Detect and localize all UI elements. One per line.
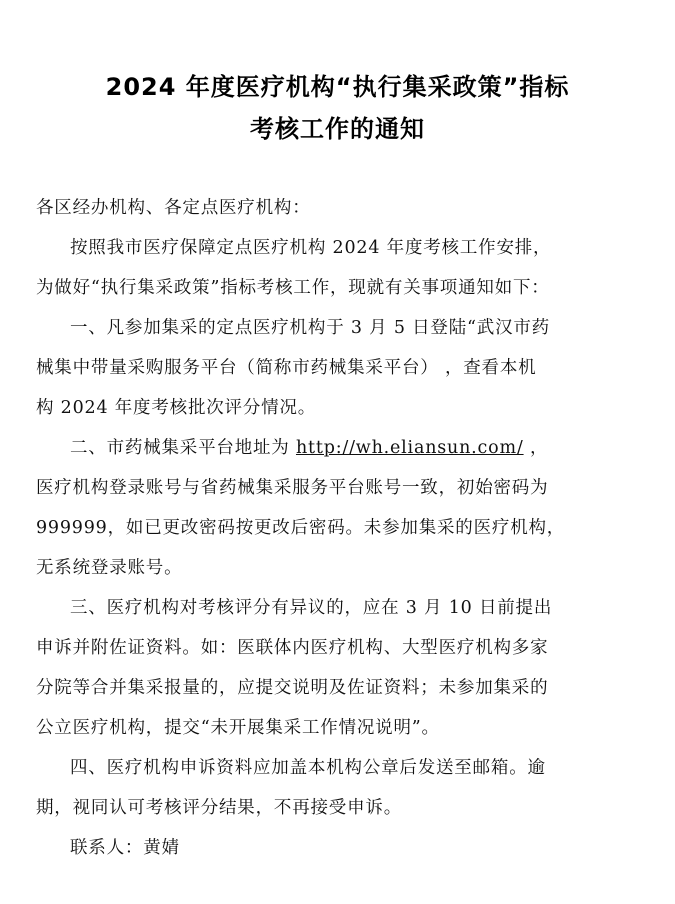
item-1-line: 械集中带量采购服务平台（简称市药械集采平台） ，查看本机 bbox=[36, 358, 537, 378]
contact-person: 联系人：黄婧 bbox=[70, 838, 180, 858]
item-1-line: 构 2024 年度考核批次评分情况。 bbox=[36, 398, 317, 418]
intro-line: 为做好“执行集采政策”指标考核工作，现就有关事项通知如下： bbox=[36, 278, 550, 298]
item-3-line: 申诉并附佐证资料。如：医联体内医疗机构、大型医疗机构多家 bbox=[36, 638, 549, 658]
item-2-line bbox=[70, 436, 646, 460]
item-3-line: 公立医疗机构，提交“未开展集采工作情况说明”。 bbox=[36, 718, 440, 738]
platform-url-link[interactable]: http://wh.eliansun.com/ bbox=[295, 438, 524, 458]
item-3-line: 分院等合并集采报量的，应提交说明及佐证资料；未参加集采的 bbox=[36, 678, 549, 698]
document-title-line-1: 2024 年度医疗机构“执行集采政策”指标 bbox=[105, 73, 570, 101]
item-3-line: 三、医疗机构对考核评分有异议的，应在 3 月 10 日前提出 bbox=[70, 598, 553, 618]
item-1-line: 一、凡参加集采的定点医疗机构于 3 月 5 日登陆“武汉市药 bbox=[70, 318, 550, 338]
item-2-line: 999999，如已更改密码按更改后密码。未参加集采的医疗机构， bbox=[36, 518, 566, 538]
item-2-suffix: ， bbox=[523, 438, 549, 458]
item-4-line: 期，视同认可考核评分结果，不再接受申诉。 bbox=[36, 798, 402, 818]
item-4-line: 四、医疗机构申诉资料应加盖本机构公章后发送至邮箱。逾 bbox=[70, 758, 546, 778]
item-2-line: 无系统登录账号。 bbox=[36, 558, 183, 578]
intro-line: 按照我市医疗保障定点医疗机构 2024 年度考核工作安排， bbox=[70, 238, 552, 258]
salutation: 各区经办机构、各定点医疗机构： bbox=[36, 198, 311, 218]
document-title-line-2: 考核工作的通知 bbox=[250, 115, 425, 143]
item-2-prefix: 二、市药械集采平台地址为 bbox=[70, 438, 296, 458]
item-2-line: 医疗机构登录账号与省药械集采服务平台账号一致，初始密码为 bbox=[36, 478, 549, 498]
